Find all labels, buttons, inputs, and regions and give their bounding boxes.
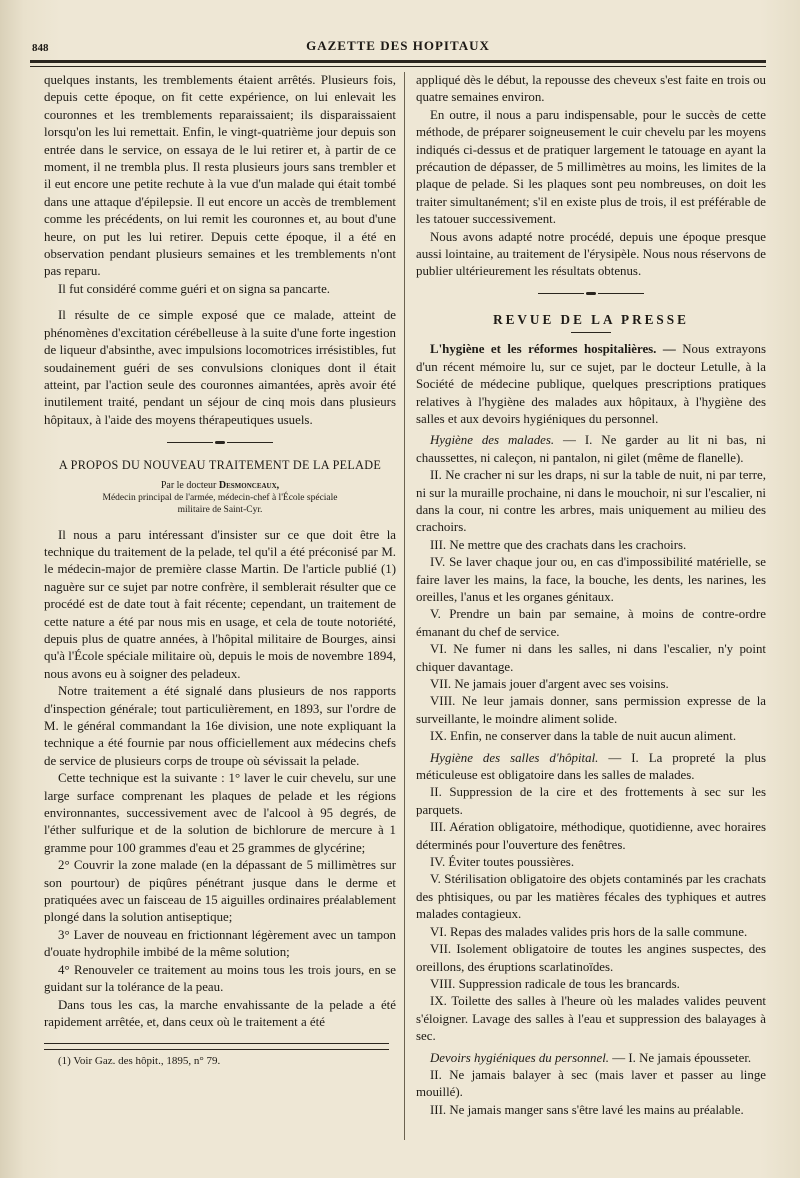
- paragraph: Il nous a paru intéressant d'insister sur ce que doit être la technique du traitement de la pelade, tel qu'il a été préconisé par M. le médecin-major de première classe Martin. De l'article publié (1) naguère sur ce sujet par notre confrère, il semblerait résulter que ce procédé est de date tout à fait récente; cependant, un traitement de cette nature a été par nous mis en usage, et cela de toute notoriété, depuis plus de quatre années, à l'hôpital militaire de Bourges, ainsi qu'à l'École spéciale militaire où, depuis le mois de novembre 1894, nous avons eu à soigner des peladeux.: [44, 527, 396, 681]
- paragraph: Il résulte de ce simple exposé que ce malade, atteint de phénomènes d'excitation cérébelleuse à la suite d'une forte ingestion de liqueur d'absinthe, avec impulsions locomotrices irrésistibles, fut soudainement guéri de ses convulsions cloniques dont il était atteint, par l'action seule des couronnes aimantées, après avoir été inutilement traité, pendant un séjour de cinq mois dans plusieurs hôpitaux, à l'aide des moyens thérapeutiques usuels.: [44, 308, 396, 427]
- list-item: III. Ne jamais manger sans s'être lavé les mains au préalable.: [430, 1102, 744, 1117]
- right-column: [416, 72, 766, 1119]
- list-item: Hygiène des salles d'hôpital. — I. La propreté la plus méticuleuse est obligatoire dans les salles de malades.: [416, 750, 766, 783]
- article-title: A PROPOS DU NOUVEAU TRAITEMENT DE LA PELADE: [58, 458, 382, 473]
- paragraph: [416, 341, 766, 428]
- list-item: VII. Isolement obligatoire de toutes les angines suspectes, des oreillons, des éruptions scarlatinoïdes.: [416, 942, 766, 974]
- footnote: (1) Voir Gaz. des hôpit., 1895, n° 79.: [58, 1055, 221, 1068]
- paragraph: Il fut considéré comme guéri et on signa sa pancarte.: [58, 281, 331, 296]
- section-ornament: [44, 433, 396, 451]
- paragraph: Cette technique est la suivante : 1° laver le cuir chevelu, sur une large surface comprenant les plaques de pelade et les régions environnantes, successivement avec de l'alcool à 95 degrés, de l'éther sulfurique et de la solution de bichlorure de mercure à 1 gramme pour 100 grammes d'eau et 25 grammes de glycérine;: [44, 771, 396, 855]
- page-number: 848: [32, 42, 49, 54]
- paragraph: En outre, il nous a paru indispensable, pour le succès de cette méthode, de préparer soigneusement le cuir chevelu par les moyens indiqués ci-dessus et de pratiquer largement le tatouage en ayant la précaution de dépasser, de 5 millimètres au moins, les limites de la plaque de pelade. Si les plaques sont peu nombreuses, on doit les traiter simultanément; s'il en existe plus de trois, il est préférable de les tatouer successivement.: [416, 107, 766, 227]
- byline-prefix: Par le docteur: [160, 479, 219, 491]
- list-item: VIII. Ne leur jamais donner, sans permission expresse de la surveillante, le moindre aliment solide.: [416, 694, 766, 726]
- byline: [44, 479, 396, 492]
- paragraph: 4° Renouveler ce traitement au moins tous les trois jours, en se guidant sur la tolérance de la peau.: [44, 962, 396, 995]
- list-label: Hygiène des salles d'hôpital.: [430, 750, 599, 765]
- author-name: Desmonceaux,: [218, 479, 280, 491]
- paragraph: Nous avons adapté notre procédé, depuis une époque presque aussi lointaine, au traitement de l'érysipèle. Nous nous réservons de publier ultérieurement les résultats obtenus.: [416, 229, 766, 279]
- footnote-rule: [44, 1043, 389, 1044]
- list-item: III. Ne mettre que des crachats dans les crachoirs.: [430, 537, 687, 552]
- list-item: II. Suppression de la cire et des frottements à sec sur les parquets.: [416, 785, 766, 817]
- list-item: II. Ne jamais balayer à sec (mais laver et passer au linge mouillé).: [416, 1067, 766, 1100]
- paragraph: Notre traitement a été signalé dans plusieurs de nos rapports d'inspection générale; tout particulièrement, en 1893, sur l'ordre de M. le général commandant la 16e division, une note expliquant la technique a été fournie par nous officiellement aux médecins chefs de service de plusieurs corps de troupe où sévissait la pelade.: [44, 684, 396, 768]
- list-item: VI. Repas des malades valides pris hors de la salle commune.: [430, 924, 748, 939]
- column-divider: [404, 72, 405, 1140]
- list-item: V. Prendre un bain par semaine, à moins de contre-ordre émanant du chef de service.: [416, 607, 766, 639]
- list-item: VIII. Suppression radicale de tous les brancards.: [430, 976, 680, 991]
- header-rule-thick: [30, 60, 766, 63]
- footnote-rule: [44, 1049, 389, 1050]
- affiliation-line: militaire de Saint-Cyr.: [177, 505, 263, 516]
- paragraph: Dans tous les cas, la marche envahissante de la pelade a été rapidement arrêtée, et, dans ceux où le traitement a été: [44, 997, 396, 1029]
- header-rule-thin: [30, 66, 766, 67]
- paragraph: 2° Couvrir la zone malade (en la dépassant de 5 millimètres sur son pourtour) de piqûres pénétrant jusque dans le derme et pratiquées avec un faisceau de 15 aiguilles ordinaires préalablement plongé dans la solution antiseptique;: [44, 858, 396, 925]
- list-label: Hygiène des malades.: [430, 433, 555, 448]
- left-column: [44, 72, 396, 1068]
- list-item: IX. Enfin, ne conserver dans la table de nuit aucun aliment.: [430, 729, 737, 744]
- paragraph: 3° Laver de nouveau en frictionnant légèrement avec un tampon d'ouate hydrophile imbibé de la même solution;: [44, 927, 396, 960]
- list-item: IX. Toilette des salles à l'heure où les malades valides peuvent s'éloigner. Lavage des salles à l'eau et suppression des balayages à sec.: [416, 994, 766, 1044]
- list-item: IV. Éviter toutes poussières.: [430, 855, 575, 870]
- affiliation-line: Médecin principal de l'armée, médecin-chef à l'École spéciale: [102, 492, 338, 503]
- list-item: VII. Ne jamais jouer d'argent avec ses voisins.: [430, 677, 669, 691]
- paragraph: appliqué dès le début, la repousse des cheveux s'est faite en trois ou quatre semaines environ.: [416, 73, 766, 105]
- section-title: REVUE DE LA PRESSE: [493, 311, 689, 327]
- list-item: Devoirs hygiéniques du personnel. — I. Ne jamais épousseter.: [430, 1050, 752, 1065]
- section-rule: [571, 332, 611, 333]
- list-item: Hygiène des malades. — I. Ne garder au lit ni bas, ni chaussettes, ni caleçon, ni pantalon, ni gilet (même de flanelle).: [416, 433, 767, 465]
- subsection-heading: L'hygiène et les réformes hospitalières. —: [430, 342, 676, 357]
- list-item: III. Aération obligatoire, méthodique, quotidienne, avec horaires déterminés pour l'ouverture des fenêtres.: [416, 820, 766, 852]
- paragraph: quelques instants, les tremblements étaient arrêtés. Plusieurs fois, depuis cette époque, on fit cette expérience, on lui enlevait les couronnes et les tremblements reparaissaient; ils disparaissaient lorsqu'on les lui remettait. Enfin, le vingt-quatrième jour depuis son entrée dans le service, on essaya de le lui retirer et, à partir de ce moment, il ne trembla plus. Il resta plusieurs jours sans trembler et il eut encore une petite rechute à la vue d'un malade qui était tombé dans une attaque d'épilepsie. Il eut encore un accès de tremblement comme les précédents, on lui remit les couronnes et, au bout d'une heure, on put les lui retirer. Depuis cette époque, il a été en observation pendant plusieurs semaines et les tremblements n'ont pas reparu.: [44, 73, 396, 279]
- subsection-intro: Nous extrayons d'un récent mémoire lu, sur ce sujet, par le docteur Letulle, à la Société de médecine publique, quelques prescriptions pratiques relatives à l'hygiène des malades aux hôpitaux, à l'hygiène des salles et aux devoirs hygiéniques du personnel.: [416, 342, 767, 426]
- section-ornament: [416, 285, 766, 303]
- list-item: VI. Ne fumer ni dans les salles, ni dans l'escalier, n'y point chiquer davantage.: [416, 642, 766, 674]
- list-item: II. Ne cracher ni sur les draps, ni sur la table de nuit, ni par terre, ni sur la muraille prochaine, ni dans le mouchoir, ni sur l'escalier, ni dans la cour, ni contre les arbres, mais uniquement au milieu des crachoirs.: [416, 468, 766, 535]
- page-header: [30, 34, 766, 58]
- list-item: V. Stérilisation obligatoire des objets contaminés par les crachats des phtisiques, ou par les matières fécales des typhiques et autres malades contagieux.: [416, 872, 766, 922]
- list-item: IV. Se laver chaque jour ou, en cas d'impossibilité matérielle, se faire laver les mains, la face, la bouche, les dents, les narines, les oreilles, l'anus et les organes génitaux.: [416, 555, 766, 604]
- running-title: GAZETTE DES HOPITAUX: [306, 38, 490, 53]
- list-label: Devoirs hygiéniques du personnel.: [430, 1050, 610, 1065]
